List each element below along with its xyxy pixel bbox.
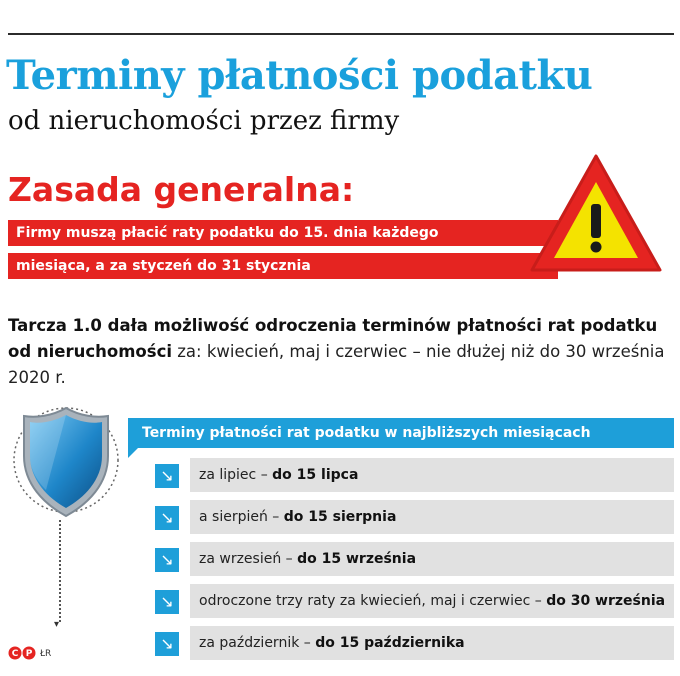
deadlines-panel-header: Terminy płatności rat podatku w najbliższych miesiącach bbox=[128, 418, 674, 448]
rule-line-2: miesiąca, a za styczeń do 31 stycznia bbox=[8, 253, 558, 279]
arrow-down-right-icon: ↘ bbox=[155, 506, 179, 530]
deadline-text bbox=[190, 500, 674, 534]
page-title: Terminy płatności podatku bbox=[6, 52, 593, 99]
deadline-item bbox=[150, 458, 674, 492]
deadline-item bbox=[150, 500, 674, 534]
deadline-item bbox=[150, 584, 674, 618]
connector-arrow-icon: ▾ bbox=[54, 619, 60, 630]
arrow-down-right-icon: ↘ bbox=[155, 464, 179, 488]
svg-text:C: C bbox=[11, 649, 19, 659]
lead-paragraph bbox=[8, 313, 672, 391]
deadline-item bbox=[150, 626, 674, 660]
panel-notch bbox=[128, 448, 138, 458]
deadline-label: odroczone trzy raty za kwiecień, maj i czerwiec – bbox=[199, 593, 547, 609]
arrow-down-right-icon: ↘ bbox=[155, 548, 179, 572]
deadline-label: a sierpień – bbox=[199, 509, 284, 525]
author-credit: ŁR bbox=[40, 649, 52, 659]
warning-triangle-icon bbox=[528, 152, 664, 276]
top-divider bbox=[8, 33, 674, 35]
deadline-date: do 15 sierpnia bbox=[283, 509, 397, 525]
arrow-down-right-icon: ↘ bbox=[155, 632, 179, 656]
deadline-date: do 30 września bbox=[546, 593, 666, 609]
rule-heading: Zasada generalna: bbox=[8, 170, 355, 209]
deadline-text bbox=[190, 584, 674, 618]
deadline-date: do 15 października bbox=[315, 635, 465, 651]
deadline-label: za lipiec – bbox=[199, 467, 273, 483]
deadline-label: za wrzesień – bbox=[199, 551, 298, 567]
arrow-down-right-icon: ↘ bbox=[155, 590, 179, 614]
deadline-text bbox=[190, 458, 674, 492]
deadline-text bbox=[190, 626, 674, 660]
rule-line-1: Firmy muszą płacić raty podatku do 15. dnia każdego bbox=[8, 220, 558, 246]
deadline-text bbox=[190, 542, 674, 576]
deadline-date: do 15 września bbox=[297, 551, 417, 567]
page-subtitle: od nieruchomości przez firmy bbox=[8, 106, 400, 136]
connector-line bbox=[59, 520, 61, 622]
lead-normal: za: kwiecień, maj i czerwiec – nie dłużej niż do 30 września 2020 r. bbox=[8, 342, 665, 387]
svg-text:P: P bbox=[25, 649, 33, 659]
deadline-label: za październik – bbox=[199, 635, 316, 651]
shield-icon bbox=[10, 402, 122, 522]
deadline-item bbox=[150, 542, 674, 576]
deadline-date: do 15 lipca bbox=[272, 467, 359, 483]
lead-bold: Tarcza 1.0 dała możliwość odroczenia terminów płatności rat podatku od nieruchomości bbox=[8, 316, 658, 361]
